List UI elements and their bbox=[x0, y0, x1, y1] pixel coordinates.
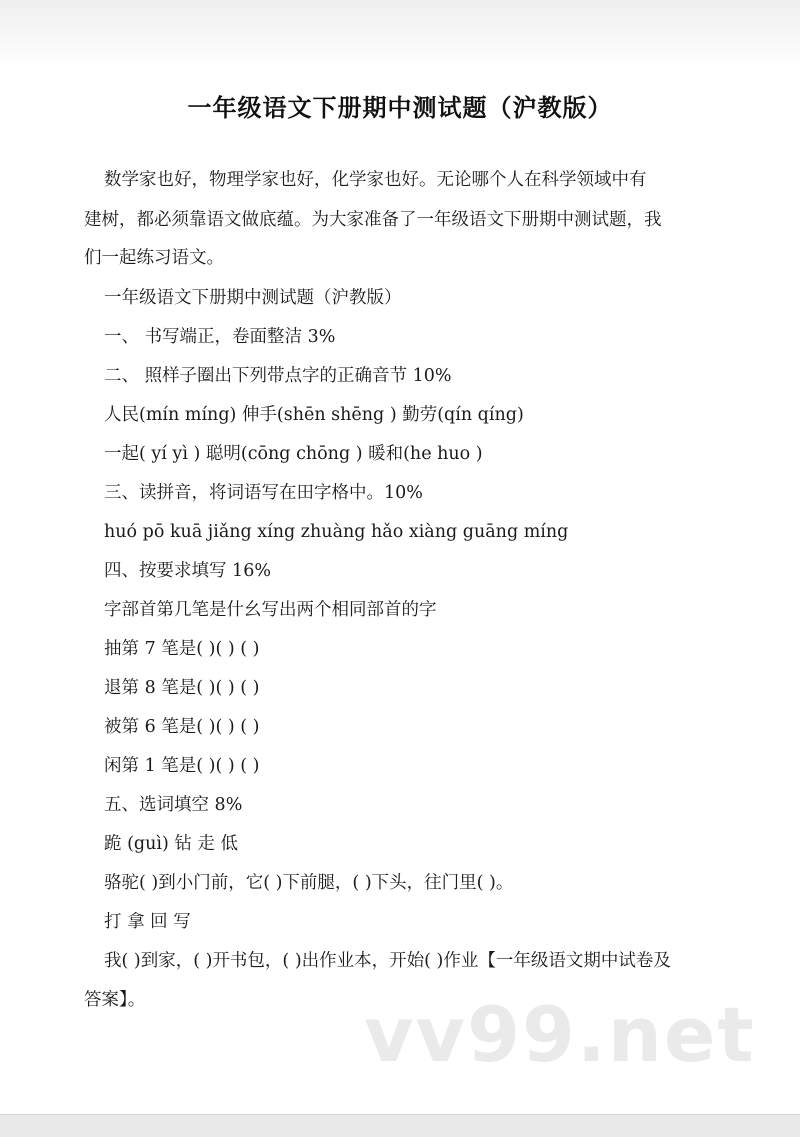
page-top-shade bbox=[0, 0, 800, 70]
pinyin-row-1: 人民(mín míng) 伸手(shēn shēng ) 勤劳(qín qíng) bbox=[104, 405, 524, 425]
stroke-question-3: 被第 6 笔是( )( ) ( ) bbox=[104, 717, 260, 737]
section-5-heading: 五、选词填空 8% bbox=[104, 795, 243, 815]
section-1-heading: 一、 书写端正，卷面整洁 3% bbox=[104, 327, 336, 347]
word-choices-2: 打 拿 回 写 bbox=[104, 912, 191, 932]
pinyin-row-2: 一起( yí yì ) 聪明(cōng chōng ) 暖和(he huo ) bbox=[104, 444, 483, 464]
intro-line-1: 数学家也好，物理学家也好，化学家也好。无论哪个人在科学领域中有 bbox=[104, 170, 647, 190]
stroke-question-4: 闲第 1 笔是( )( ) ( ) bbox=[104, 756, 260, 776]
section-2-heading: 二、 照样子圈出下列带点字的正确音节 10% bbox=[104, 366, 452, 386]
subtitle: 一年级语文下册期中测试题（沪教版） bbox=[104, 288, 402, 308]
stroke-question-1: 抽第 7 笔是( )( ) ( ) bbox=[104, 639, 260, 659]
stroke-question-2: 退第 8 笔是( )( ) ( ) bbox=[104, 678, 260, 698]
fill-sentence-1: 骆驼( )到小门前，它( )下前腿，( )下头，往门里( )。 bbox=[104, 873, 514, 893]
fill-sentence-2: 我( )到家，( )开书包，( )出作业本，开始( )作业【一年级语文期中试卷及 bbox=[104, 951, 671, 971]
fill-sentence-2-continued: 答案】。 bbox=[84, 990, 146, 1010]
page-bottom-shade bbox=[0, 1114, 800, 1137]
word-choices-1: 跪 (guì) 钻 走 低 bbox=[104, 834, 238, 854]
page-title: 一年级语文下册期中测试题（沪教版） bbox=[187, 94, 613, 122]
section-4-instruction: 字部首第几笔是什幺写出两个相同部首的字 bbox=[104, 600, 437, 620]
intro-line-3: 们一起练习语文。 bbox=[84, 248, 224, 268]
pinyin-words: huó pō kuā jiǎng xíng zhuàng hǎo xiàng guāng míng bbox=[104, 522, 569, 542]
section-4-heading: 四、按要求填写 16% bbox=[104, 561, 271, 581]
watermark: vv99.net bbox=[364, 990, 756, 1079]
section-3-heading: 三、读拼音，将词语写在田字格中。10% bbox=[104, 483, 423, 503]
intro-line-2: 建树，都必须靠语文做底蕴。为大家准备了一年级语文下册期中测试题，我 bbox=[84, 210, 662, 230]
